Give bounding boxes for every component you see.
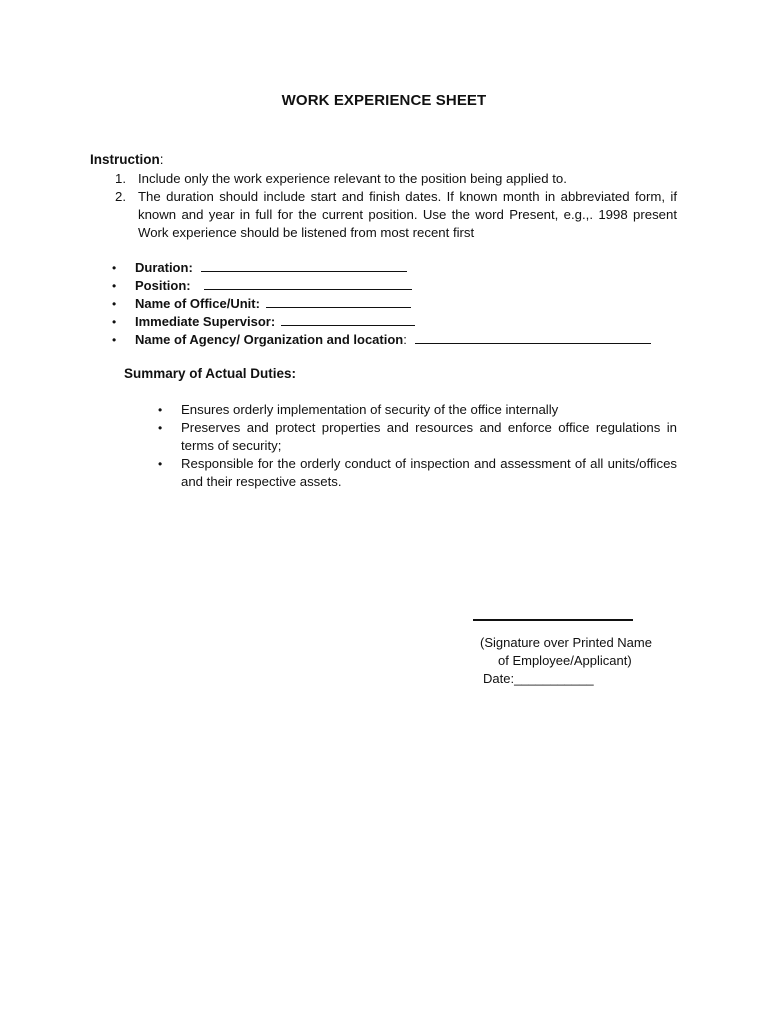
bullet-icon: •	[158, 403, 163, 417]
duty-text: Preserves and protect properties and resources and enforce office regulations in terms of security;	[181, 420, 677, 453]
instruction-heading-label: Instruction	[90, 152, 160, 167]
instruction-heading-colon: :	[159, 152, 164, 167]
instruction-list	[115, 170, 677, 242]
field-office-unit	[112, 294, 672, 312]
page-title: WORK EXPERIENCE SHEET	[281, 92, 487, 109]
bullet-icon: •	[158, 457, 163, 471]
duties-list	[158, 401, 677, 491]
supervisor-blank-line[interactable]	[281, 312, 415, 326]
bullet-icon: •	[112, 279, 117, 293]
signature-caption-line2: of Employee/Applicant)	[498, 653, 632, 668]
instruction-item	[115, 188, 677, 242]
bullet-icon: •	[112, 315, 117, 329]
duty-item	[158, 401, 677, 419]
field-label: Position:	[135, 278, 191, 293]
field-label: Immediate Supervisor:	[135, 314, 276, 329]
instruction-heading	[90, 152, 164, 167]
bullet-icon: •	[112, 333, 117, 347]
instruction-text: The duration should include start and finish dates. If known month in abbreviated form, if known and year in full for the current position. Use the word Present, e.g.,. 1998 present Work experience should be listened from most recent first	[138, 189, 677, 240]
experience-fields	[112, 258, 672, 348]
bullet-icon: •	[158, 421, 163, 435]
agency-blank-line[interactable]	[415, 330, 651, 344]
instruction-item	[115, 170, 677, 188]
signature-date: Date:___________	[483, 671, 594, 686]
field-supervisor	[112, 312, 672, 330]
duty-item	[158, 419, 677, 455]
duty-text: Responsible for the orderly conduct of inspection and assessment of all units/offices and their respective assets.	[181, 456, 677, 489]
summary-heading: Summary of Actual Duties:	[124, 366, 297, 381]
field-label: Name of Agency/ Organization and location	[135, 332, 404, 347]
office-unit-blank-line[interactable]	[266, 294, 411, 308]
bullet-icon: •	[112, 261, 117, 275]
signature-block	[480, 634, 652, 688]
signature-caption-line1: (Signature over Printed Name	[480, 635, 652, 650]
bullet-icon: •	[112, 297, 117, 311]
duty-text: Ensures orderly implementation of security of the office internally	[181, 402, 559, 417]
duty-item	[158, 455, 677, 491]
instruction-number: 2.	[115, 189, 126, 204]
field-label: Duration:	[135, 260, 193, 275]
instruction-text: Include only the work experience relevant to the position being applied to.	[138, 171, 567, 186]
field-duration	[112, 258, 672, 276]
field-position	[112, 276, 672, 294]
position-blank-line[interactable]	[204, 276, 412, 290]
field-agency	[112, 330, 672, 348]
signature-line[interactable]	[473, 619, 633, 621]
field-label-suffix: :	[403, 332, 407, 347]
duration-blank-line[interactable]	[201, 258, 407, 272]
instruction-number: 1.	[115, 171, 126, 186]
field-label: Name of Office/Unit:	[135, 296, 260, 311]
